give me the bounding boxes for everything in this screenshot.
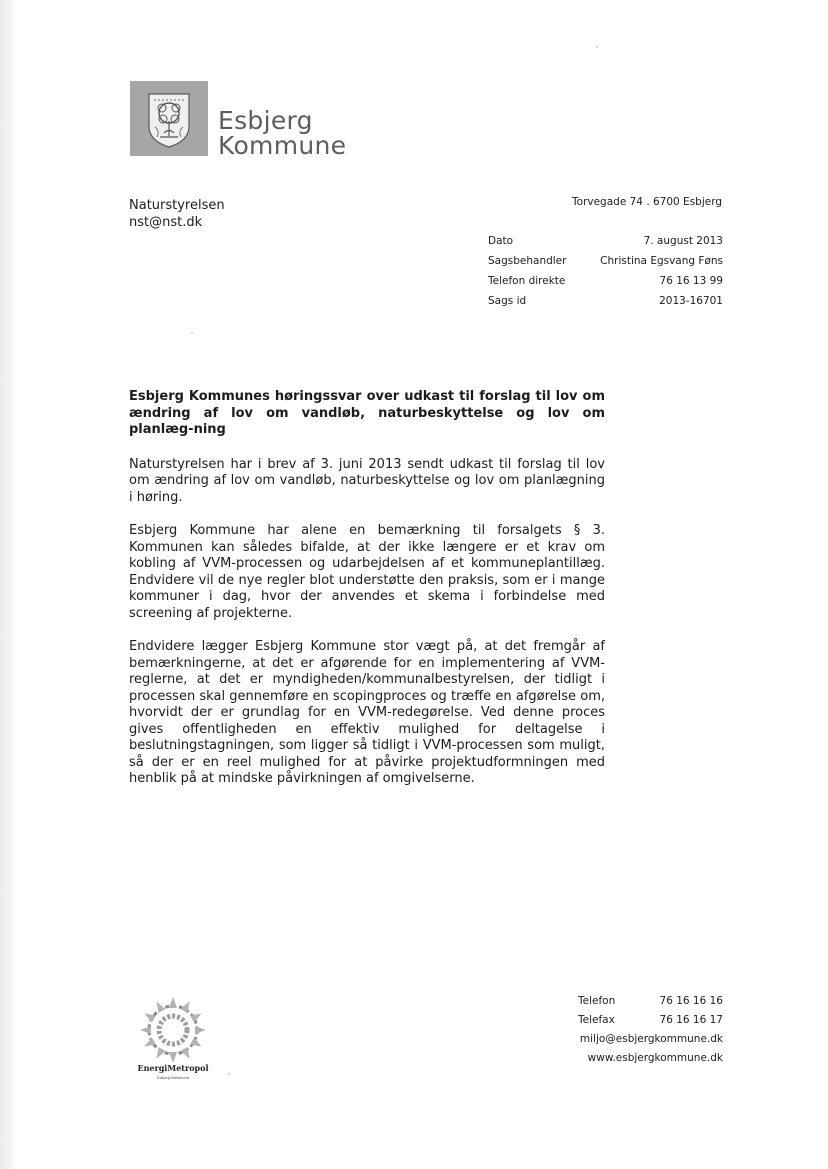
meta-row-case-id (488, 294, 723, 314)
letter-subject: Esbjerg Kommunes høringssvar over udkast til forslag til lov om ændring af lov om vandløb, naturbeskyttelse og lov om planlæg-ning (129, 389, 605, 437)
coat-of-arms-logo (130, 81, 208, 156)
footer-email: miljo@esbjergkommune.dk (579, 1033, 723, 1045)
letter-meta-table (488, 234, 723, 314)
scan-speck (596, 46, 598, 48)
meta-label: Telefon direkte (488, 275, 566, 287)
meta-value: Christina Egsvang Føns (600, 255, 723, 267)
footer-contact (578, 995, 723, 1071)
footer-fax-row (578, 1014, 723, 1033)
letter-paragraph: Endvidere lægger Esbjerg Kommune stor vægt på, at det fremgår af bemærkningerne, at det er afgørende for en implementering af VVM-reglerne, at det er myndigheden/kommunalbestyrelsen, der tidligt i processen skal gennemføre en scopingproces og træffe en afgørelse om, hvorvidt der er grundlag for en VVM-redegørelse. Ved denne proces gives offentligheden en effektiv mulighed for deltagelse i beslutningstagningen, som ligger så tidligt i VVM-processen som muligt, så der er en reel mulighed for at påvirke projektudformningen med henblik på at mindske påvirkningen af omgivelserne. (129, 639, 605, 786)
logo-text: EnergiMetropol (137, 1063, 209, 1073)
letter-paragraph: Naturstyrelsen har i brev af 3. juni 2013 sendt udkast til forslag til lov om ændring af lov om vandløb, naturbeskyttelse og lov om planlægning i høring. (129, 456, 605, 505)
meta-value: 2013-16701 (659, 295, 723, 307)
scan-speck (228, 1073, 230, 1075)
footer-fax-label: Telefax (578, 1014, 615, 1026)
footer-website: www.esbjergkommune.dk (587, 1052, 723, 1064)
meta-value: 7. august 2013 (643, 235, 723, 247)
meta-label: Dato (488, 235, 514, 247)
meta-label: Sags id (488, 295, 527, 307)
logo-subtext: Esbjerg Kommune (157, 1076, 189, 1080)
recipient-name: Naturstyrelsen (129, 198, 225, 213)
footer-phone-row (578, 995, 723, 1014)
letter-body (129, 389, 605, 805)
letter-paragraph: Esbjerg Kommune har alene en bemærkning til forsalgets § 3. Kommunen kan således bifalde, at der ikke længere er et krav om kobling af VVM-processen og udarbejdelsen af et kommuneplantillæg. Endvidere vil de nye regler blot understøtte den praksis, som er i mange kommuner i dag, hvor der anvendes et skema i forbindelse med screening af projekterne. (129, 523, 605, 621)
footer-phone-value: 76 16 16 16 (659, 995, 723, 1007)
meta-row-date (488, 234, 723, 254)
sender-address: Torvegade 74 . 6700 Esbjerg (572, 196, 722, 208)
recipient-block (129, 197, 225, 231)
energimetropol-logo (137, 994, 209, 1082)
footer-phone-label: Telefon (578, 995, 616, 1007)
meta-value: 76 16 13 99 (659, 275, 723, 287)
recipient-email: nst@nst.dk (129, 215, 203, 230)
scan-edge (0, 0, 16, 1169)
organization-name-line1: Esbjerg (218, 106, 313, 135)
footer-fax-value: 76 16 16 17 (659, 1014, 723, 1026)
meta-row-direct-phone (488, 274, 723, 294)
meta-row-case-officer (488, 254, 723, 274)
organization-name-line2: Kommune (218, 131, 347, 160)
meta-label: Sagsbehandler (488, 255, 567, 267)
organization-name (218, 108, 346, 158)
scan-speck (191, 332, 193, 334)
